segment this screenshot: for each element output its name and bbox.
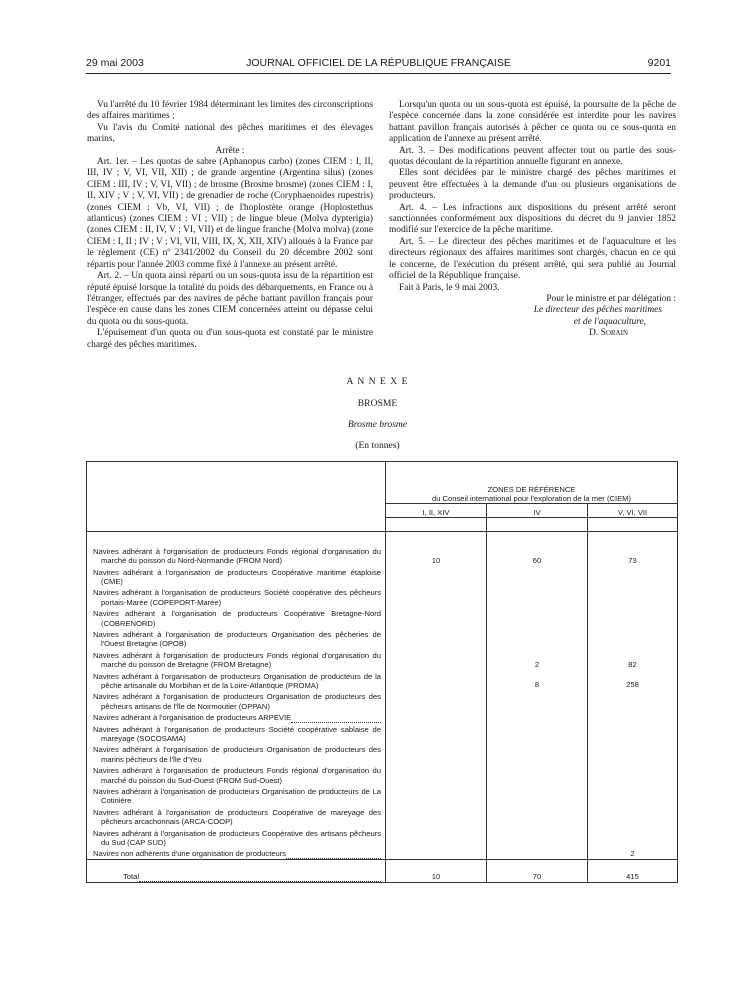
column-header: I, II, XIV xyxy=(386,504,487,518)
row-label: Navires adhérant à l'organisation de producteurs Organisation des pêcheries de l'Ouest Bretagne (OPOB) xyxy=(87,628,386,649)
quota-cell xyxy=(386,586,487,607)
row-label: Navires adhérant à l'organisation de producteurs Société coopérative des pêcheurs portais-Marée (COPEPORT-Marée) xyxy=(87,586,386,607)
table-row xyxy=(87,806,678,827)
quota-cell xyxy=(487,690,588,711)
quota-cell: 2 xyxy=(487,649,588,670)
quota-cell xyxy=(386,628,487,649)
quota-cell xyxy=(588,628,678,649)
total-row-label: Total xyxy=(87,859,386,882)
paragraph: Vu l'arrêté du 10 février 1984 déterminant les limites des circonscriptions des affaires maritimes ; xyxy=(87,100,373,122)
quota-cell: 60 xyxy=(487,532,588,566)
article-4: Art. 4. – Les infractions aux dispositions du présent arrêté seront sanctionnées conformément aux dispositions du décret du 9 janvier 1852 modifié sur l'exercice de la pêche maritime. xyxy=(389,202,676,236)
table-row xyxy=(87,607,678,628)
quota-cell xyxy=(588,690,678,711)
quota-cell xyxy=(588,827,678,848)
table-row xyxy=(87,566,678,587)
row-label: Navires adhérant à l'organisation de producteurs Fonds régional d'organisation du marché du poisson du Nord-Normandie (FROM Nord) xyxy=(87,532,386,566)
species-latin: Brosme brosme xyxy=(347,419,408,430)
quota-table xyxy=(86,461,678,883)
table-row xyxy=(87,690,678,711)
signature-title-2: et de l'aquaculture, xyxy=(573,316,646,327)
signature-title: Le directeur des pêches maritimes xyxy=(533,305,662,316)
column-header: IV xyxy=(487,504,588,518)
quota-cell xyxy=(487,711,588,722)
quota-cell: 10 xyxy=(386,532,487,566)
table-row xyxy=(87,743,678,764)
table-row xyxy=(87,827,678,848)
date-place: Fait à Paris, le 9 mai 2003. xyxy=(399,282,500,293)
quota-cell xyxy=(386,711,487,722)
row-label: Navires adhérant à l'organisation de producteurs Organisation de producteurs des pêcheurs artisans de l'île de Noirmoutier (OPPAN) xyxy=(87,690,386,711)
row-label: Navires adhérant à l'organisation de producteurs Organisation de producteurs des marins pêcheurs de l'île d'Yeu xyxy=(87,743,386,764)
row-label: Navires adhérant à l'organisation de producteurs Organisation de producteurs de La Cotinière xyxy=(87,785,386,806)
annexe-title: A N N E X E xyxy=(346,376,409,387)
row-label: Navires adhérant à l'organisation de producteurs Organisation de producteurs de la pêche artisanale du Morbihan et de la Loire-Atlantique (PROMA) xyxy=(87,670,386,691)
issue-date: 29 mai 2003 xyxy=(86,57,144,69)
table-row xyxy=(87,847,678,859)
quota-cell xyxy=(588,566,678,587)
quota-cell xyxy=(588,806,678,827)
table-row xyxy=(87,586,678,607)
row-label: Navires adhérant à l'organisation de producteurs Société coopérative sablaise de mareyage (SOCOSAMA) xyxy=(87,723,386,744)
table-row xyxy=(87,764,678,785)
quota-cell xyxy=(588,785,678,806)
quota-cell xyxy=(487,847,588,859)
table-row xyxy=(87,628,678,649)
right-column xyxy=(389,100,676,340)
zones-header-sub: du Conseil international pour l'exploration de la mer (CIEM) xyxy=(432,494,631,503)
quota-cell xyxy=(386,847,487,859)
quota-cell xyxy=(487,723,588,744)
quota-cell xyxy=(487,566,588,587)
page-header xyxy=(86,57,671,71)
header-rule xyxy=(86,73,671,74)
quota-cell xyxy=(487,785,588,806)
article-2: Art. 2. – Un quota ainsi réparti ou un sous-quota issu de la répartition est réputé épuisé lorsque la totalité du poids des débarquements, en France ou à l'étranger, effectués par des navires de pêche battant pavillon français pour l'espèce en cause dans les zones CIEM concernées atteint ou dépasse celui du quota ou du sous-quota. xyxy=(87,271,373,327)
left-column xyxy=(87,100,373,351)
table-corner xyxy=(87,462,386,532)
arrete-heading: Arrête : xyxy=(215,145,245,156)
journal-title: JOURNAL OFFICIEL DE LA RÉPUBLIQUE FRANÇAISE xyxy=(246,57,511,69)
signature-name: D. Sorain xyxy=(589,328,628,339)
total-value: 70 xyxy=(487,859,588,882)
paragraph: L'épuisement d'un quota ou d'un sous-quota est constaté par le ministre chargé des pêches maritimes. xyxy=(87,328,373,350)
quota-cell xyxy=(588,586,678,607)
quota-cell xyxy=(588,711,678,722)
row-label: Navires adhérant à l'organisation de producteurs ARPEVIE xyxy=(87,711,386,722)
article-3: Art. 3. – Des modifications peuvent affecter tout ou partie des sous-quotas découlant de la répartition annuelle figurant en annexe. xyxy=(389,145,676,168)
total-value: 415 xyxy=(588,859,678,882)
quota-cell xyxy=(386,723,487,744)
quota-cell xyxy=(588,764,678,785)
quota-cell xyxy=(386,649,487,670)
unit-note: (En tonnes) xyxy=(355,440,400,451)
page-number: 9201 xyxy=(647,57,671,69)
table-row xyxy=(87,532,678,566)
table-row xyxy=(87,723,678,744)
quota-cell: 8 xyxy=(487,670,588,691)
quota-cell xyxy=(487,743,588,764)
quota-cell xyxy=(386,806,487,827)
row-label: Navires adhérant à l'organisation de producteurs Coopérative de mareyage des pêcheurs arcachonnais (ARCA-COOP) xyxy=(87,806,386,827)
quota-cell xyxy=(588,607,678,628)
quota-cell: 82 xyxy=(588,649,678,670)
quota-cell: 73 xyxy=(588,532,678,566)
table-row xyxy=(87,711,678,722)
quota-cell xyxy=(386,827,487,848)
species-title: BROSME xyxy=(357,398,398,409)
quota-cell xyxy=(487,628,588,649)
row-label: Navires adhérant à l'organisation de producteurs Coopérative maritime étaploise (CME) xyxy=(87,566,386,587)
quota-cell xyxy=(386,607,487,628)
row-label: Navires adhérant à l'organisation de producteurs Fonds régional d'organisation du marché du poisson du Sud-Ouest (FROM Sud-Ouest) xyxy=(87,764,386,785)
article-5: Art. 5. – Le directeur des pêches maritimes et de l'aquaculture et les directeurs régionaux des affaires maritimes sont chargés, chacun en ce qui le concerne, de l'exécution du présent arrêté, qui sera publié au Journal officiel de la République française. xyxy=(389,236,676,282)
quota-cell xyxy=(487,806,588,827)
signature-line: Pour le ministre et par délégation : xyxy=(546,293,676,304)
quota-cell xyxy=(386,785,487,806)
row-label: Navires adhérant à l'organisation de producteurs Coopérative Bretagne-Nord (COBRENORD) xyxy=(87,607,386,628)
quota-cell: 2 xyxy=(588,847,678,859)
row-label: Navires adhérant à l'organisation de producteurs Coopérative des artisans pêcheurs du Sud (CAP SUD) xyxy=(87,827,386,848)
total-value: 10 xyxy=(386,859,487,882)
quota-cell xyxy=(386,670,487,691)
quota-cell xyxy=(588,723,678,744)
quota-cell xyxy=(386,566,487,587)
zones-header xyxy=(386,462,678,504)
paragraph: Vu l'avis du Comité national des pêches maritimes et des élevages marins, xyxy=(87,122,373,145)
quota-cell xyxy=(487,764,588,785)
row-label: Navires adhérant à l'organisation de producteurs Fonds régional d'organisation du marché du poisson de Bretagne (FROM Bretagne) xyxy=(87,649,386,670)
article-1: Art. 1er. – Les quotas de sabre (Aphanopus carbo) (zones CIEM : I, II, III, IV ; V, VI, VII, XII) ; de grande argentine (Argentina silus) (zones CIEM : III, IV ; V, VI, VII) ; de brosme (Brosme brosme) (zones CIEM : I, II, XIV ; V ; V, VI, VII) ; de grenadier de roche (Coryphaenoides rupestris) (zones CIEM : Vb, VI, VII) ; de l'hoplostète orange (Hoplostethus atlanticus) (zones CIEM : VI ; VII) ; de lingue bleue (Molva dypterigia) (zones CIEM : II, IV, V ; VI, VII) et de lingue franche (Molva molva) (zone CIEM : I, II ; IV ; V ; VI, VII, VIII, IX, X, XII, XIV) alloués à la France par le règlement (CE) nº 2341/2002 du Conseil du 20 décembre 2002 sont répartis pour l'année 2003 comme fixé à l'annexe au présent arrêté. xyxy=(87,157,373,270)
quota-cell xyxy=(386,743,487,764)
quota-cell xyxy=(487,827,588,848)
zones-header-title: ZONES DE RÉFÉRENCE xyxy=(487,485,576,494)
table-row xyxy=(87,649,678,670)
quota-cell xyxy=(588,743,678,764)
quota-cell xyxy=(487,607,588,628)
quota-cell xyxy=(386,690,487,711)
column-header: V, VI, VII xyxy=(588,504,678,518)
table-row xyxy=(87,785,678,806)
quota-cell xyxy=(487,586,588,607)
quota-cell: 258 xyxy=(588,670,678,691)
row-label: Navires non adhérents d'une organisation de producteurs xyxy=(87,847,386,859)
quota-cell xyxy=(386,764,487,785)
table-row xyxy=(87,670,678,691)
paragraph: Lorsqu'un quota ou un sous-quota est épuisé, la poursuite de la pêche de l'espèce concernée dans la zone considérée est interdite pour les navires battant pavillon français autorisés à pêcher ce quota ou ce sous-quota en application de l'annexe au présent arrêté. xyxy=(389,100,676,145)
paragraph: Elles sont décidées par le ministre chargé des pêches maritimes et peuvent être effectuées à la demande d'un ou plusieurs organisations de producteurs. xyxy=(389,168,676,202)
